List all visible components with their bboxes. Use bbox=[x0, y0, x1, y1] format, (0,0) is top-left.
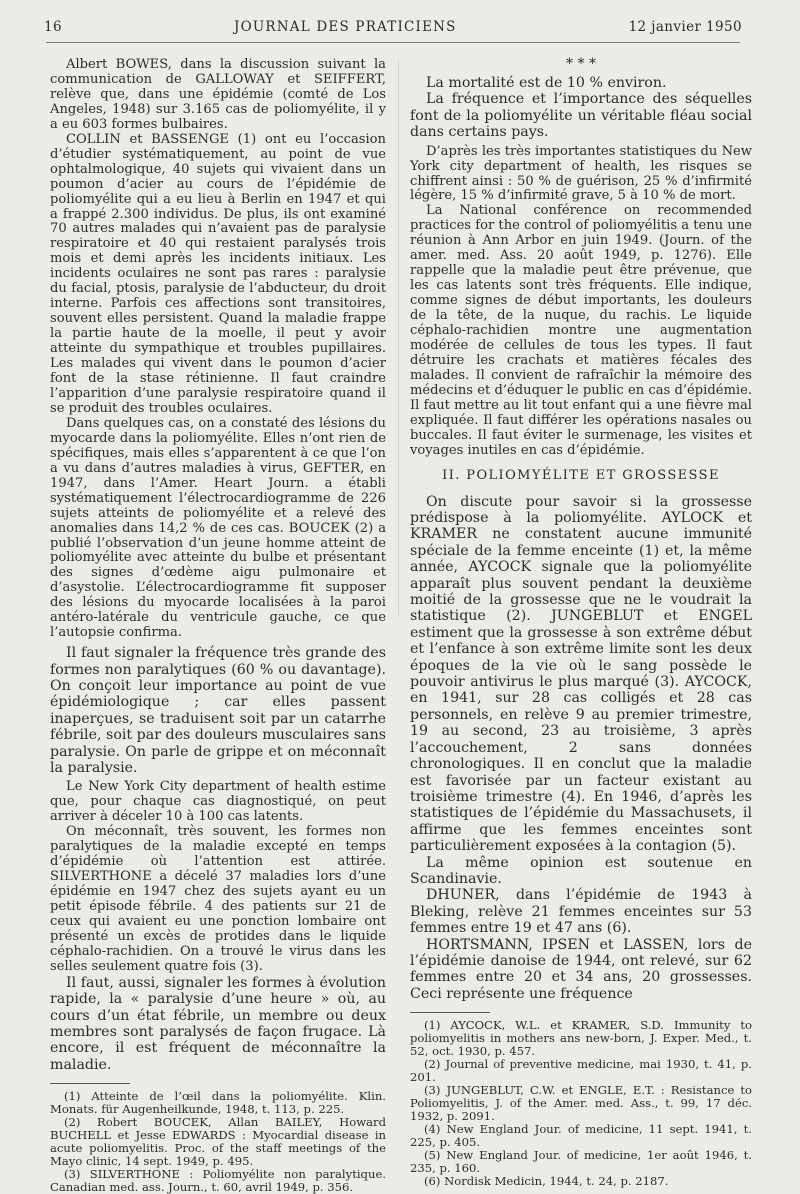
paragraph-new-york-health: Le New York City department of health estime que, pour chaque cas diagnostiqué, on peut arriver à déceler 10 à 100 cas latents. bbox=[50, 779, 386, 825]
footnote-item: (1) AYCOCK, W.L. et KRAMER, S.D. Immunity to poliomyelitis in mothers ans new-born, J. Exper. Med., t. 52, oct. 1930, p. 457. bbox=[410, 1018, 752, 1059]
footnote-item: (1) Atteinte de l’œil dans la poliomyélite. Klin. Monats. für Augenheilkunde, 1948, t. 113, p. 225. bbox=[50, 1089, 386, 1117]
header-rule bbox=[46, 42, 740, 43]
footnote-item: (5) New England Jour. of medicine, 1er août 1946, t. 235, p. 160. bbox=[410, 1148, 752, 1176]
paragraph-myocarde: Dans quelques cas, on a constaté des lésions du myocarde dans la poliomyélite. Elles n’ont rien de spécifiques, mais elles s’apparentent à ce que l’on a vu dans d’autres maladies à virus, GEFTER, en 1947, dans l’Amer. Heart Journ. a établi systématiquement l’électrocardiogramme de 226 sujets atteints de poliomyélite et a relevé des anomalies dans 14,2 % de ces cas. BOUCEK (2) a publié l’observation d’un jeune homme atteint de poliomyélite avec atteinte du bulbe et présentant des signes d’œdème aigu pulmonaire et d’asystolie. L’électrocardiogramme fit supposer des lésions du myocarde localisées à la paroi antéro-latérale du ventricule gauche, ce que l’autopsie confirma. bbox=[50, 415, 386, 641]
paragraph-hortsmann: HORTSMANN, IPSEN et LASSEN, lors de l’épidémie danoise de 1944, ont relevé, sur 62 femmes entre 20 et 34 ans, 20 grossesses. Ceci représente une fréquence bbox=[410, 936, 752, 1002]
paragraph-silverthone: On méconnaît, très souvent, les formes non paralytiques de la maladie excepté en temps d’épidémie où l’attention est attirée. SILVERTHONE a décelé 37 maladies lors d’une épidémie en 1947 chez des sujets ayant eu un petit épisode fébrile. 4 des patients sur 21 de ceux qui avaient eu une ponction lombaire ont présenté un excès de protides dans le liquide céphalo-rachidien. On a trouvé le virus dans les selles seulement quatre fois (3). bbox=[50, 824, 386, 974]
left-column bbox=[50, 58, 386, 1194]
paragraph-bowes: Albert BOWES, dans la discussion suivant la communication de GALLOWAY et SEIFFERT, relève que, dans une épidémie (comté de Los Angeles, 1948) sur 3.165 cas de poliomyélite, il y a eu 603 formes bulbaires. bbox=[50, 57, 386, 132]
paragraph-scandinavie: La même opinion est soutenue en Scandinavie. bbox=[410, 854, 752, 887]
footnote-item: (3) JUNGEBLUT, C.W. et ENGLE, E.T. : Resistance to Poliomyelitis, J. of the Amer. med. Ass., t. 99, 17 déc. 1932, p. 2091. bbox=[410, 1083, 752, 1124]
paragraph-statistiques: D’après les très importantes statistiques du New York city department of health, les risques se chiffrent ainsi : 50 % de guérison, 25 % d’infirmité légère, 15 % d’infirmité grave, 5 à 10 % de mort. bbox=[410, 143, 752, 204]
paragraph-paralysie-heure: Il faut, aussi, signaler les formes à évolution rapide, la « paralysie d’une heure » où, au cours d’un état fébrile, un membre ou deux membres sont paralysés de façon frugace. Là encore, il est fréquent de méconnaître la maladie. bbox=[50, 974, 386, 1073]
right-column bbox=[410, 58, 752, 1188]
paragraph-formes-non-paralytiques: Il faut signaler la fréquence très grande des formes non paralytiques (60 % ou davantage). On conçoit leur importance au point de vue épidémiologique ; car elles passent inaperçues, se traduisent soit par un catarrhe fébrile, soit par des douleurs musculaires sans paralysie. On parle de grippe et on méconnaît la paralysie. bbox=[50, 645, 386, 777]
column-separator bbox=[398, 60, 399, 615]
footnote-item: (2) Journal of preventive medicine, mai 1930, t. 41, p. 201. bbox=[410, 1057, 752, 1085]
footnote-rule bbox=[410, 1012, 490, 1013]
page-number: 16 bbox=[44, 19, 62, 35]
paragraph-grossesse: On discute pour savoir si la grossesse prédispose à la poliomyélite. AYLOCK et KRAMER ne constatent aucune immunité spéciale de la femme enceinte (1) et, la même année, AYCOCK signale que la poliomyélite apparaît plus souvent pendant la deuxième moitié de la grossesse que ne le voudrait la statistique (2). JUNGEBLUT et ENGEL estiment que la grossesse à son extrême début et l’enfance à son extrême limite sont les deux époques de la vie où le sang possède le pouvoir antivirus le plus marqué (3). AYCOCK, en 1941, sur 28 cas colligés et 28 cas personnels, en relève 9 au premier trimestre, 19 au second, 23 au troisième, 3 après l’accouchement, 2 sans données chronologiques. Il en conclut que la maladie est favorisée par un facteur existant au troisième trimestre (4). En 1946, d’après les statistiques de l’épidémie du Massachusets, il affirme que les femmes enceintes sont particulièrement exposées à la contagion (5). bbox=[410, 493, 752, 855]
paragraph-dhuner: DHUNER, dans l’épidémie de 1943 à Bleking, relève 21 femmes enceintes sur 53 femmes entre 19 et 47 ans (6). bbox=[410, 887, 752, 937]
paragraph-national-conference: La National conférence on recommended practices for the control of poliomyélitis a tenu une réunion à Ann Arbor en juin 1949. (Journ. of the amer. med. Ass. 20 août 1949, p. 1276). Elle rappelle que la maladie peut être prévenue, que les cas latents sont très fréquents. Elle indique, comme signes de début importants, les douleurs de la tête, de la nuque, du rachis. Le liquide céphalo-rachidien montre une augmentation modérée de cellules de tous les types. Il faut détruire les crachats et matières fécales des malades. Il convient de rafraîchir la mémoire des médecins et d’éduquer le public en cas d’épidémie. Il faut mettre au lit tout enfant qui a une fièvre mal expliquée. Il faut différer les opérations nasales ou buccales. Il faut éviter le surmenage, les visites et voyages inutiles en cas d’épidémie. bbox=[410, 203, 752, 458]
issue-date: 12 janvier 1950 bbox=[628, 19, 742, 35]
paragraph-mortalite: La mortalité est de 10 % environ. bbox=[426, 75, 667, 91]
section-heading: II. POLIOMYÉLITE ET GROSSESSE bbox=[442, 467, 720, 483]
footnote-item: (3) SILVERTHONE : Poliomyélite non paralytique. Canadian med. ass. Journ., t. 60, avril 1949, p. 356. bbox=[50, 1167, 386, 1194]
footnote-rule bbox=[50, 1083, 130, 1084]
footnote-item: (4) New England Jour. of medicine, 11 sept. 1941, t. 225, p. 405. bbox=[410, 1122, 752, 1150]
footnote-item: (2) Robert BOUCEK, Allan BAILEY, Howard BUCHELL et Jesse EDWARDS : Myocardial disease in acute poliomyelitis. Proc. of the staff meetings of the Mayo clinic, 14 sept. 1949, p. 495. bbox=[50, 1115, 386, 1169]
journal-title: JOURNAL DES PRATICIENS bbox=[233, 19, 457, 35]
paragraph-collin-bassenge: COLLIN et BASSENGE (1) ont eu l’occasion d’étudier systématiquement, au point de vue ophtalmologique, 40 sujets qui vivaient dans un poumon d’acier au cours de l’épidémie de poliomyélite qui a eu lieu à Berlin en 1947 et qui a frappé 2.300 individus. De plus, ils ont examiné 70 autres malades qui n’avaient pas de paralysie respiratoire et 40 qui restaient paralysés trois mois et demi après les incidents initiaux. Les incidents oculaires ne sont pas rares : paralysie du facial, ptosis, paralysie de l’abducteur, du droit interne. Parfois ces affections sont transitoires, souvent elles persistent. Quand la maladie frappe la partie haute de la moelle, il peut y avoir atteinte du sympathique et troubles pupillaires. Les malades qui vivent dans le poumon d’acier font de la stase rétinienne. Il faut craindre l’apparition d’une paralysie respiratoire quand il se produit des troubles oculaires. bbox=[50, 131, 386, 416]
right-footnotes bbox=[410, 1019, 752, 1188]
paragraph-sequelles: La fréquence et l’importance des séquelles font de la poliomyélite un véritable fléau social dans certains pays. bbox=[410, 91, 752, 141]
section-stars: * * * bbox=[566, 56, 596, 72]
page-header bbox=[44, 19, 742, 41]
footnote-item: (6) Nordisk Medicin, 1944, t. 24, p. 2187. bbox=[424, 1174, 669, 1189]
left-footnotes bbox=[50, 1090, 386, 1194]
